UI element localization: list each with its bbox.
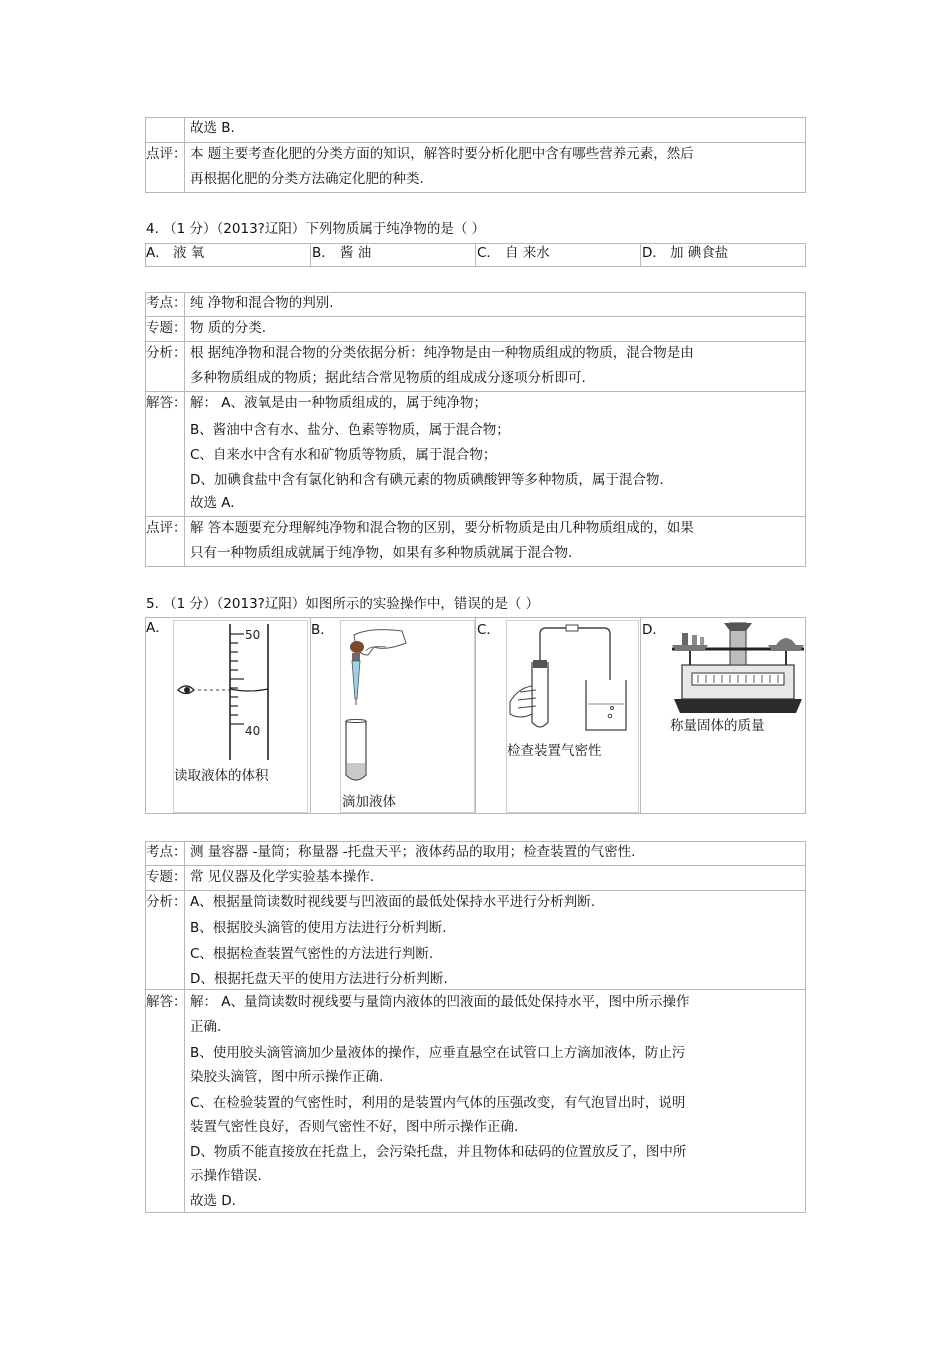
balance-scale-figure — [668, 619, 808, 715]
q5-jieda-line4: 染胶头滴管，图中所示操作正确. — [190, 1069, 384, 1085]
q4-fenxi-line1: 根 据纯净物和混合物的分类依据分析：纯净物是由一种物质组成的物质，混合物是由 — [190, 345, 694, 361]
q5-jieda-line6: 装置气密性良好，否则气密性不好，图中所示操作正确. — [190, 1119, 519, 1135]
q5-jieda-line9: 故选 D. — [190, 1193, 236, 1209]
q5-row-divider-3 — [145, 989, 806, 990]
q5-row-divider-2 — [145, 890, 806, 891]
q5-option-d-letter: D． — [642, 622, 666, 638]
q4-jieda-line5: 故选 A. — [190, 495, 235, 511]
q5-fenxi-line4: D、根据托盘天平的使用方法进行分析判断. — [190, 971, 448, 987]
q4-row-divider-1 — [145, 316, 806, 317]
q5-zhuanti-text: 常 见仪器及化学实验基本操作. — [190, 869, 375, 885]
q5-jieda-line1: 解： A、量筒读数时视线要与量筒内液体的凹液面的最低处保持水平，图中所示操作 — [190, 994, 690, 1010]
q4-jieda-line2: B、酱油中含有水、盐分、色素等物质，属于混合物； — [190, 422, 510, 438]
q5-row-divider-1 — [145, 865, 806, 866]
q4-zhuanti-label: 专题： — [146, 320, 187, 336]
q4-row-divider-4 — [145, 516, 806, 517]
q4-option-d-letter: D． — [642, 245, 666, 261]
q5-fenxi-line2: B、根据胶头滴管的使用方法进行分析判断. — [190, 920, 447, 936]
q5-caption-a: 读取液体的体积 — [174, 768, 269, 784]
q5-option-a-letter: A． — [146, 620, 169, 636]
q5-caption-d: 称量固体的质量 — [670, 718, 765, 734]
q4-fenxi-line2: 多种物质组成的物质；据此结合常见物质的组成成分逐项分析即可. — [190, 370, 586, 386]
q4-opt-divider-2 — [475, 243, 476, 267]
eye-icon — [178, 686, 194, 694]
graduated-cylinder-figure — [170, 620, 310, 770]
q4-jieda-label: 解答： — [146, 395, 187, 411]
q4-kaodian-label: 考点： — [146, 295, 187, 311]
q4-option-a-text: 液 氧 — [173, 245, 205, 261]
q4-option-c-letter: C． — [477, 245, 500, 261]
q5-fenxi-line3: C、根据检查装置气密性的方法进行判断. — [190, 946, 434, 962]
q5-fenxi-label: 分析： — [146, 894, 187, 910]
q5-option-b-letter: B． — [311, 622, 334, 638]
q5-kaodian-text: 测 量容器 -量筒；称量器 -托盘天平；液体药品的取用；检查装置的气密性. — [190, 844, 636, 860]
q5-kaodian-label: 考点： — [146, 844, 187, 860]
q5-jieda-line5: C、在检验装置的气密性时，利用的是装置内气体的压强改变，有气泡冒出时，说明 — [190, 1095, 686, 1111]
q4-option-a-letter: A． — [146, 245, 169, 261]
q3-divider — [145, 142, 806, 143]
q3-review-label: 点评： — [146, 146, 187, 162]
q5-fenxi-line1: A、根据量筒读数时视线要与凹液面的最低处保持水平进行分析判断. — [190, 894, 596, 910]
q4-option-c-text: 自 来水 — [505, 245, 550, 261]
q4-jieda-line3: C、自来水中含有水和矿物质等物质，属于混合物； — [190, 447, 497, 463]
q4-jieda-line1: 解： A、液氧是由一种物质组成的，属于纯净物； — [190, 395, 488, 411]
q5-option-c-letter: C． — [477, 622, 500, 638]
q5-stem: 5. （1 分）（2013?辽阳）如图所示的实验操作中，错误的是（ ） — [146, 596, 540, 612]
q4-jieda-line4: D、加碘食盐中含有氯化钠和含有碘元素的物质碘酸钾等多种物质，属于混合物. — [190, 472, 664, 488]
q4-zhuanti-text: 物 质的分类. — [190, 320, 267, 336]
cylinder-mark-50: 50 — [245, 628, 261, 642]
q3-conclusion: 故选 B. — [190, 120, 235, 136]
q4-fenxi-label: 分析： — [146, 345, 187, 361]
q3-review-line1: 本 题主要考查化肥的分类方面的知识，解答时要分析化肥中含有哪些营养元素，然后 — [190, 146, 694, 162]
q5-caption-c: 检查装置气密性 — [507, 743, 602, 759]
q4-option-d-text: 加 碘食盐 — [670, 245, 729, 261]
q5-jieda-label: 解答： — [146, 994, 187, 1010]
q4-kaodian-text: 纯 净物和混合物的判别. — [190, 295, 334, 311]
q4-opt-divider-1 — [310, 243, 311, 267]
q4-dianping-label: 点评： — [146, 520, 187, 536]
dropper-figure — [330, 625, 415, 785]
q4-row-divider-2 — [145, 341, 806, 342]
q3-review-line2: 再根据化肥的分类方法确定化肥的种类. — [190, 171, 424, 187]
cylinder-mark-40: 40 — [245, 724, 261, 738]
q4-stem: 4. （1 分）（2013?辽阳）下列物质属于纯净物的是（ ） — [146, 221, 486, 237]
q4-option-b-text: 酱 油 — [340, 245, 372, 261]
q5-opt-divider-2 — [475, 617, 476, 814]
q5-opt-divider-1 — [310, 617, 311, 814]
q4-opt-divider-3 — [640, 243, 641, 267]
airtightness-figure — [506, 622, 631, 737]
q5-jieda-line7: D、物质不能直接放在托盘上，会污染托盘，并且物体和砝码的位置放反了，图中所 — [190, 1144, 687, 1160]
q5-jieda-line2: 正确. — [190, 1019, 222, 1035]
q4-row-divider-3 — [145, 391, 806, 392]
q4-dianping-line1: 解 答本题要充分理解纯净物和混合物的区别，要分析物质是由几种物质组成的，如果 — [190, 520, 694, 536]
q4-dianping-line2: 只有一种物质组成就属于纯净物，如果有多种物质就属于混合物. — [190, 545, 573, 561]
q5-caption-b: 滴加液体 — [342, 794, 396, 810]
q4-option-b-letter: B． — [312, 245, 335, 261]
q5-opt-divider-3 — [640, 617, 641, 814]
q5-jieda-line3: B、使用胶头滴管滴加少量液体的操作，应垂直悬空在试管口上方滴加液体，防止污 — [190, 1045, 686, 1061]
q5-jieda-line8: 示操作错误. — [190, 1168, 262, 1184]
q5-zhuanti-label: 专题： — [146, 869, 187, 885]
